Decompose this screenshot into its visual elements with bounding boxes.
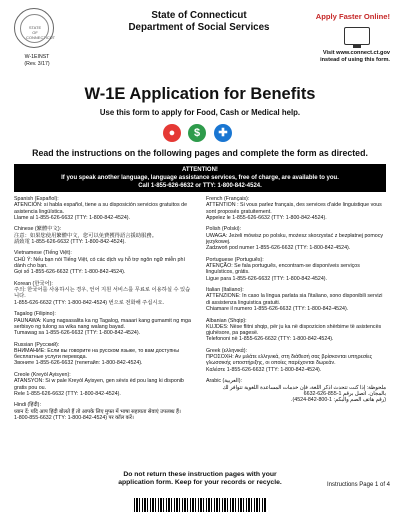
form-revision: (Rev. 3/17) [24, 60, 50, 67]
language-text: ВНИМАНИЕ: Если вы говорите на русском языке, то вам доступны бесплатные услуги перевода. Звоните 1-855-626-6632 (телетайп: 1-800-842-4524). [14, 347, 180, 367]
dollar-icon: $ [188, 124, 206, 142]
visit-line1: Visit www.connect.ct.gov [322, 50, 390, 56]
language-name: Hindi (हिंदी): [14, 402, 41, 409]
language-name: Portuguese (Português): [206, 256, 264, 263]
visit-website-note [296, 50, 390, 64]
language-name: French (Français): [206, 196, 250, 202]
language-notice [206, 196, 386, 221]
language-text: CHÚ Ý: Nếu bạn nói Tiếng Việt, có các dịch vụ hỗ trợ ngôn ngữ miễn phí dành cho bạn. Gọi số 1-855-626-6632 (TTY: 1-800-842-4524). [14, 256, 185, 276]
attention-title: ATTENTION! [182, 167, 218, 173]
language-name: Vietnamese (Tiếng Việt): [14, 250, 72, 257]
visit-line2: instead of using this form. [320, 57, 390, 63]
language-notice-arabic [206, 378, 386, 403]
page-subtitle: Use this form to apply for Food, Cash or Medical help. [99, 108, 301, 117]
form-id: W-1EINST [24, 54, 50, 60]
language-text: 주의: 한국어를 사용하시는 경우, 언어 지원 서비스를 무료로 이용하실 수 있습니다. 1-855-626-6632 (TTY: 1-800-842-4524) 번으로 전화해 주십시오. [14, 287, 191, 306]
language-notice [14, 281, 194, 306]
language-notice [206, 226, 386, 251]
attention-line2: Call 1-855-626-6632 or TTY: 1-800-842-4524. [138, 183, 262, 189]
language-notice [206, 287, 386, 312]
language-name: Arabic (العربية): [206, 378, 242, 385]
language-notice [14, 196, 194, 221]
language-text: ATTENTION : Si vous parlez français, des services d'aide linguistique vous sont proposés gratuitement. Appelez le 1-855-626-6632 (TTY: 1-800-842-4524). [206, 202, 382, 221]
language-text: ATENCIÓN: si habla español, tiene a su disposición servicios gratuitos de asistencia lingüística. Llame al 1-855-626-6632 (TTY: 1-800-842-4524). [14, 202, 188, 221]
language-text: ध्यान दें: यदि आप हिंदी बोलते हैं तो आपके लिए मुफ्त में भाषा सहायता सेवाएं उपलब्ध हैं। 1-800-855-6632 (TTY: 1-800-842-4524) पर कॉल करें। [14, 408, 181, 421]
language-notice [14, 402, 194, 421]
seal-text: STATE OF CONNECTICUT [26, 25, 56, 40]
apply-faster-online: Apply Faster Online! [315, 12, 390, 21]
language-text: PAUNAWA: Kung nagsasalita ka ng Tagalog, maaari kang gumamit ng mga serbisyo ng tulong sa wika nang walang bayad. Tumawag sa 1-855-626-6632 (TTY: 1-800-842-4524). [14, 317, 191, 337]
language-name: Tagalog (Filipino): [14, 311, 56, 318]
language-notice [14, 342, 194, 367]
language-text: KUJDES: Nëse flitni shqip, për ju ka në dispozicion shërbime të asistencës gjuhësore, pa pagesë. Telefononi në 1-855-626-6632 (TTY: 1-800-842-4524). [206, 323, 382, 343]
agency-heading [120, 10, 278, 34]
language-notice [206, 348, 386, 373]
language-notice [14, 372, 194, 397]
state-seal-icon [14, 8, 54, 48]
language-name: Creole (Kreyòl Ayisyen): [14, 371, 71, 378]
form-id-block [14, 54, 60, 67]
language-name: Italian (Italiano): [206, 287, 244, 294]
language-text: ATTENZIONE: In caso la lingua parlata sia l'italiano, sono disponibili servizi di assistenza linguistica gratuiti. Chiamare il numero 1-855-626-6632 (TTY: 1-800-842-4524). [206, 293, 383, 313]
language-name: Albanian (Shqip): [206, 317, 247, 324]
language-text: ΠΡΟΣΟΧΗ: Αν μιλάτε ελληνικά, στη διάθεσή σας βρίσκονται υπηρεσίες γλωσσικής υποστήριξης, οι οποίες παρέχονται δωρεάν. Καλέστε 1-855-626-6632 (TTY: 1-800-842-4524). [206, 354, 373, 373]
language-notice [14, 250, 194, 275]
languages-right-column [206, 196, 386, 409]
apple-icon: ● [163, 124, 181, 142]
language-text: ATENÇÃO: Se fala português, encontram-se disponíveis serviços linguísticos, grátis. Ligue para 1-855-626-6632 (TTY: 1-800-842-4524). [206, 263, 360, 282]
language-text: UWAGA: Jeżeli mówisz po polsku, możesz skorzystać z bezpłatnej pomocy językowej. Zadzwoń pod numer 1-855-626-6632 (TTY: 1-800-842-4524). [206, 232, 384, 252]
language-text: ملحوظة: إذا كنت تتحدث اذكر اللغة، فإن خدمات المساعدة اللغوية تتوافر لك بالمجان. اتصل برقم 1-855-626-6632 (رقم هاتف الصم والبكم: 1-800-842-4524). [222, 384, 386, 404]
footer-line2: application form. Keep for your records or recycle. [118, 479, 282, 487]
page-number: Instructions Page 1 of 4 [326, 482, 390, 488]
agency-line1: State of Connecticut [151, 10, 247, 21]
language-text: ATANSYON: Si w pale Kreyòl Ayisyen, gen sèvis èd pou lang ki disponib gratis pou ou. Rele 1-855-626-6632 (TTY: 1-800-842-4524). [14, 378, 184, 397]
language-notice [14, 311, 194, 336]
language-name: Chinese (繁體中文): [14, 226, 62, 233]
language-name: Greek (ελληνικά): [206, 347, 247, 354]
medical-cross-icon: ✚ [214, 124, 232, 142]
language-name: Spanish (Español): [14, 196, 59, 202]
computer-monitor-icon [344, 27, 370, 45]
attention-banner [14, 164, 386, 192]
language-name: Polish (Polski): [206, 226, 242, 233]
language-name: Russian (Русский): [14, 341, 60, 348]
barcode [134, 498, 266, 512]
language-name: Korean (한국어): [14, 280, 53, 287]
page-title: W-1E Application for Benefits [84, 85, 316, 103]
language-notice [14, 226, 194, 245]
language-notice [206, 257, 386, 282]
instructions-heading: Read the instructions on the following pages and complete the form as directed. [32, 148, 368, 158]
footer-line1: Do not return these instruction pages with your [123, 471, 277, 478]
language-text: 注意：如果您使用繁體中文，您可以免費獲得語言援助服務。 請致電 1-855-626-6632 (TTY: 1-800-842-4524). [14, 232, 158, 245]
languages-left-column [14, 196, 194, 426]
agency-line2: Department of Social Services [128, 22, 270, 33]
language-notice [206, 318, 386, 343]
attention-line1: If you speak another language, language assistance services, free of charge, are available to you. [61, 175, 339, 181]
